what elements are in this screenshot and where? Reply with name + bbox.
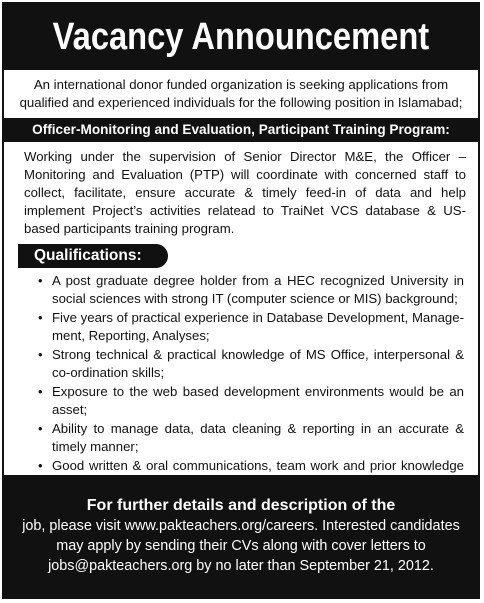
- bullet-icon: •: [38, 421, 43, 436]
- list-item: [38, 383, 464, 419]
- list-item: [38, 420, 464, 456]
- qualification-text: A post graduate degree holder from a HEC recognized University in social sciences with strong IT (computer science or MIS) background;: [52, 273, 464, 306]
- qualifications-heading: Qualifications:: [18, 244, 168, 268]
- bullet-icon: •: [38, 347, 43, 362]
- bullet-icon: •: [38, 458, 43, 473]
- vacancy-advertisement: [2, 2, 480, 599]
- list-item: [38, 272, 464, 308]
- qualification-text: Good written & oral communications, team work and prior knowledge: [52, 458, 464, 473]
- job-description: Working under the supervision of Senior Director M&E, the Officer – Monitoring and Evaluation (PTP) will coordinate with concerned staff to collect, facilitate, ensure accurate & timely feed-in of data and help implement Project’s activities relatead to TraiNet VCS database & US-based participants training program.: [24, 149, 466, 236]
- qualification-text: Exposure to the web based development environments would be an asset;: [52, 384, 464, 417]
- footer-banner: [4, 475, 478, 597]
- page-title: Vacancy Announcement: [52, 15, 430, 58]
- footer-text: job, please visit www.pakteachers.org/careers. Interested candidates may apply by sending their CVs along with cover letters to jobs@pakteachers.org by no later than September 21, 2012.: [22, 518, 460, 574]
- list-item: [38, 346, 464, 382]
- qualifications-list: [38, 272, 464, 493]
- bullet-icon: •: [38, 273, 43, 288]
- qualification-text: Ability to manage data, data cleaning & reporting in an accurate & timely manner;: [52, 421, 464, 454]
- bullet-icon: •: [38, 384, 43, 399]
- title-banner: [4, 4, 478, 70]
- bullet-icon: •: [38, 310, 43, 325]
- list-item: [38, 309, 464, 345]
- intro-text: An international donor funded organization is seeking applications from qualified and experienced individuals for the following position in Islamabad;: [19, 77, 463, 110]
- position-title: Officer-Monitoring and Evaluation, Participant Training Program:: [4, 118, 478, 142]
- footer-heading: For further details and description of the: [86, 497, 396, 514]
- qualification-text: Strong technical & practical knowledge of MS Office, interpersonal & co-ordination skills;: [52, 347, 464, 380]
- qualification-text: Five years of practical experience in Database Development, Manage-ment, Reporting, Analyses;: [52, 310, 464, 343]
